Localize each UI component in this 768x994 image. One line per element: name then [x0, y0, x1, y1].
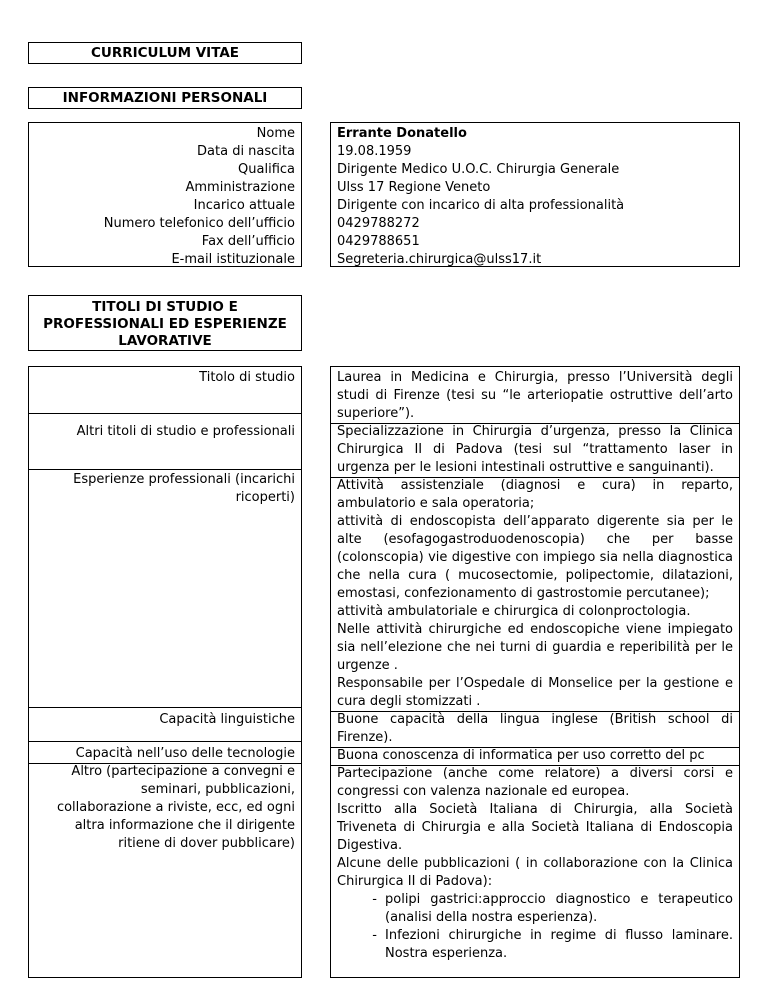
- label-nome: Nome: [256, 126, 295, 141]
- publication-2: Infezioni chirurgiche in regime di flusso laminare. Nostra esperienza.: [385, 928, 733, 961]
- label-titolo: Titolo di studio: [199, 370, 295, 385]
- value-altro-p3: Alcune delle pubblicazioni ( in collaborazione con la Clinica Chirurgica II di Padova):: [337, 856, 733, 889]
- publication-item: [337, 891, 733, 927]
- row-lingue-label: [29, 711, 301, 729]
- row-altro-value: [331, 765, 739, 963]
- personal-labels: [28, 122, 302, 267]
- label-lingue: Capacità linguistiche: [159, 712, 295, 727]
- sections-labels: [28, 366, 302, 978]
- row-altri-value: [331, 423, 739, 477]
- personal-heading: INFORMAZIONI PERSONALI: [62, 90, 268, 106]
- value-incarico: Dirigente con incarico di alta professionalità: [337, 198, 625, 213]
- row-tecno-label: [29, 745, 301, 763]
- row-esperienze-value: [331, 477, 739, 711]
- label-amministrazione: Amministrazione: [185, 180, 295, 195]
- publication-item: [337, 927, 733, 963]
- row-tecno-value: [331, 747, 739, 765]
- cv-title-box: [28, 42, 302, 64]
- titles-heading-box: [28, 295, 302, 351]
- label-esperienze-2: ricoperti): [235, 490, 295, 505]
- row-lingue-value: [331, 711, 739, 747]
- sections-values: [330, 366, 740, 978]
- label-altro-1: Altro (partecipazione a convegni e: [71, 764, 295, 779]
- row-altri-label: [29, 423, 301, 441]
- label-telefono: Numero telefonico dell’ufficio: [103, 216, 295, 231]
- titles-heading-line-2: PROFESSIONALI ED ESPERIENZE: [43, 316, 287, 332]
- value-lingue: Buone capacità della lingua inglese (British school di Firenze).: [337, 712, 733, 745]
- value-nome: Errante Donatello: [337, 126, 467, 141]
- value-tecno: Buona conoscenza di informatica per uso corretto del pc: [337, 748, 705, 763]
- value-altro-p2: Iscritto alla Società Italiana di Chirurgia, alla Società Triveneta di Chirurgia e alla Società Italiana di Endoscopia Digestiva.: [337, 802, 733, 853]
- bullet-dash: -: [372, 928, 377, 943]
- divider: [29, 413, 301, 414]
- value-telefono: 0429788272: [337, 216, 420, 231]
- label-fax: Fax dell’ufficio: [201, 234, 295, 249]
- label-incarico: Incarico attuale: [193, 198, 295, 213]
- titles-heading-line-3: LAVORATIVE: [118, 333, 212, 349]
- value-titolo: Laurea in Medicina e Chirurgia, presso l’Università degli studi di Firenze (tesi su “le arteriopatie ostruttive dell’arto superiore”).: [337, 370, 733, 421]
- value-esperienze-p5: Responsabile per l’Ospedale di Monselice per la gestione e cura degli stomizzati .: [337, 676, 733, 709]
- row-esperienze-label: [29, 471, 301, 507]
- label-email: E-mail istituzionale: [171, 252, 295, 267]
- divider: [29, 469, 301, 470]
- value-fax: 0429788651: [337, 234, 420, 249]
- personal-heading-box: [28, 87, 302, 109]
- value-altro-p1: Partecipazione (anche come relatore) a diversi corsi e congressi con valenza nazionale ed europea.: [337, 766, 733, 799]
- divider: [29, 741, 301, 742]
- value-data-nascita: 19.08.1959: [337, 144, 412, 159]
- label-altro-3: collaborazione a riviste, ecc, ed ogni: [56, 800, 295, 815]
- row-titolo-value: [331, 369, 739, 423]
- value-esperienze-p2: attività di endoscopista dell’apparato digerente sia per le alte (esofagogastroduodenoscopia) che per basse (colonscopia) vie digestive con impiego sia nella diagnostica che nella cura ( mucosectomie, polipectomie, dilatazioni, emostasi, confezionamento di gastrostomie percutanee);: [337, 514, 733, 601]
- label-data-nascita: Data di nascita: [197, 144, 295, 159]
- cv-title: CURRICULUM VITAE: [90, 45, 240, 61]
- publication-1: polipi gastrici:approccio diagnostico e terapeutico (analisi della nostra esperienza).: [385, 892, 733, 925]
- titles-heading-line-1: TITOLI DI STUDIO E: [92, 299, 238, 315]
- label-altro-5: ritiene di dover pubblicare): [118, 836, 295, 851]
- value-email: Segreteria.chirurgica@ulss17.it: [337, 252, 542, 267]
- label-qualifica: Qualifica: [238, 162, 295, 177]
- value-altri: Specializzazione in Chirurgia d’urgenza, presso la Clinica Chirurgica II di Padova (tesi sul “trattamento laser in urgenza per le lesioni intestinali ostruttive e sanguinanti).: [337, 424, 733, 475]
- label-tecno: Capacità nell’uso delle tecnologie: [75, 746, 295, 761]
- bullet-dash: -: [372, 892, 377, 907]
- personal-values: [330, 122, 740, 267]
- label-altri: Altri titoli di studio e professionali: [76, 424, 295, 439]
- divider: [29, 707, 301, 708]
- label-esperienze-1: Esperienze professionali (incarichi: [73, 472, 295, 487]
- value-esperienze-p4: Nelle attività chirurgiche ed endoscopiche viene impiegato sia nell’elezione che nei turni di guardia e reperibilità per le urgenze .: [337, 622, 733, 673]
- row-titolo-label: [29, 369, 301, 387]
- value-qualifica: Dirigente Medico U.O.C. Chirurgia Generale: [337, 162, 620, 177]
- value-esperienze-p3: attività ambulatoriale e chirurgica di colonproctologia.: [337, 604, 691, 619]
- row-altro-label: [29, 763, 301, 853]
- value-amministrazione: Ulss 17 Regione Veneto: [337, 180, 491, 195]
- value-esperienze-p1: Attività assistenziale (diagnosi e cura) in reparto, ambulatorio e sala operatoria;: [337, 478, 733, 511]
- label-altro-2: seminari, pubblicazioni,: [140, 782, 295, 797]
- label-altro-4: altra informazione che il dirigente: [74, 818, 295, 833]
